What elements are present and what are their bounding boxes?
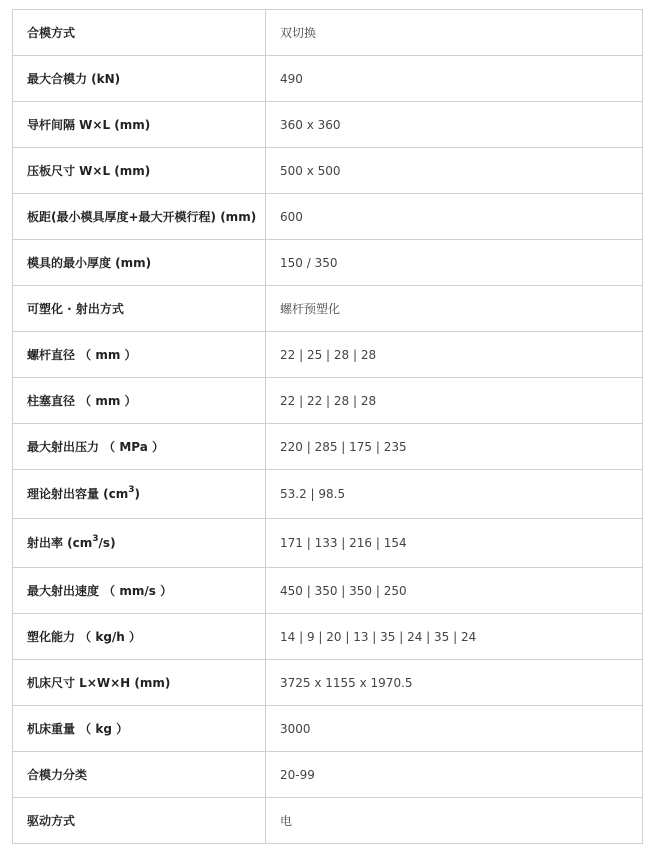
table-row (13, 194, 643, 240)
table-row (13, 752, 643, 798)
table-row (13, 286, 643, 332)
spec-table-body (13, 10, 643, 844)
clamping-method-label: 合模方式 (13, 10, 266, 56)
min-mold-thickness-label: 模具的最小厚度 (mm) (13, 240, 266, 286)
plasticizing-capacity-value: 14 | 9 | 20 | 13 | 35 | 24 | 35 | 24 (266, 614, 643, 660)
drive-method-label: 驱动方式 (13, 798, 266, 844)
theoretical-shot-volume-value: 53.2 | 98.5 (266, 470, 643, 519)
clamping-force-class-value: 20-99 (266, 752, 643, 798)
superscript: 3 (92, 534, 99, 544)
max-injection-speed-value: 450 | 350 | 350 | 250 (266, 568, 643, 614)
table-row (13, 470, 643, 519)
superscript: 3 (128, 485, 135, 495)
table-row (13, 102, 643, 148)
table-row (13, 660, 643, 706)
drive-method-value: 电 (266, 798, 643, 844)
table-row (13, 240, 643, 286)
clamping-method-value: 双切换 (266, 10, 643, 56)
plunger-diameter-label: 柱塞直径 （ mm ） (13, 378, 266, 424)
table-row (13, 519, 643, 568)
machine-weight-value: 3000 (266, 706, 643, 752)
injection-rate-label (13, 519, 266, 568)
screw-diameter-value: 22 | 25 | 28 | 28 (266, 332, 643, 378)
platen-size-label: 压板尺寸 W×L (mm) (13, 148, 266, 194)
table-row (13, 332, 643, 378)
label-text: 射出率 (cm (27, 536, 93, 550)
plasticizing-injection-method-value: 螺杆预塑化 (266, 286, 643, 332)
table-row (13, 614, 643, 660)
label-text: ) (134, 487, 141, 501)
max-injection-speed-label: 最大射出速度 （ mm/s ） (13, 568, 266, 614)
table-row (13, 148, 643, 194)
clamping-force-class-label: 合模力分类 (13, 752, 266, 798)
table-row (13, 706, 643, 752)
min-mold-thickness-value: 150 / 350 (266, 240, 643, 286)
platen-size-value: 500 x 500 (266, 148, 643, 194)
table-row (13, 10, 643, 56)
plasticizing-injection-method-label: 可塑化 · 射出方式 (13, 286, 266, 332)
machine-weight-label: 机床重量 （ kg ） (13, 706, 266, 752)
screw-diameter-label: 螺杆直径 （ mm ） (13, 332, 266, 378)
max-injection-pressure-value: 220 | 285 | 175 | 235 (266, 424, 643, 470)
table-row (13, 424, 643, 470)
table-row (13, 568, 643, 614)
label-text: /s) (98, 536, 116, 550)
spec-table (12, 9, 643, 844)
plunger-diameter-value: 22 | 22 | 28 | 28 (266, 378, 643, 424)
label-text: 理论射出容量 (cm (27, 487, 129, 501)
machine-dimensions-label: 机床尺寸 L×W×H (mm) (13, 660, 266, 706)
tie-bar-spacing-value: 360 x 360 (266, 102, 643, 148)
max-injection-pressure-label: 最大射出压力 （ MPa ） (13, 424, 266, 470)
tie-bar-spacing-label: 导杆间隔 W×L (mm) (13, 102, 266, 148)
theoretical-shot-volume-label (13, 470, 266, 519)
daylight-label: 板距(最小模具厚度+最大开模行程) (mm) (13, 194, 266, 240)
machine-dimensions-value: 3725 x 1155 x 1970.5 (266, 660, 643, 706)
max-clamping-force-label: 最大合模力 (kN) (13, 56, 266, 102)
injection-rate-value: 171 | 133 | 216 | 154 (266, 519, 643, 568)
table-row (13, 378, 643, 424)
max-clamping-force-value: 490 (266, 56, 643, 102)
plasticizing-capacity-label: 塑化能力 （ kg/h ） (13, 614, 266, 660)
table-row (13, 798, 643, 844)
daylight-value: 600 (266, 194, 643, 240)
table-row (13, 56, 643, 102)
